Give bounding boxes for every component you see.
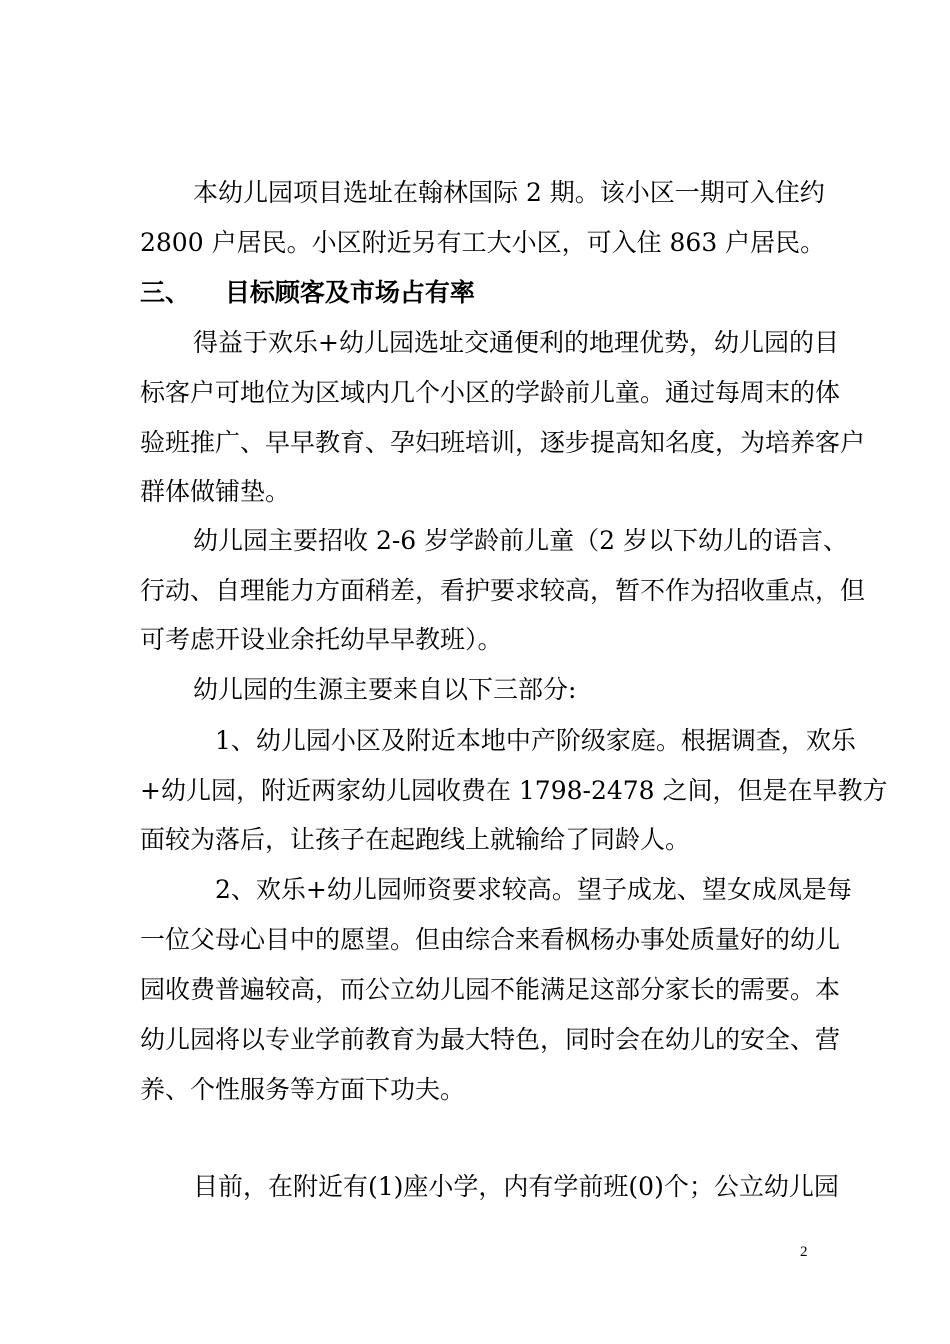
list-item-line: 2、欢乐+幼儿园师资要求较高。望子成龙、望女成凤是每 xyxy=(215,875,852,904)
paragraph-line: 面较为落后，让孩子在起跑线上就输给了同龄人。 xyxy=(140,825,691,854)
list-item-line: 1、幼儿园小区及附近本地中产阶级家庭。根据调查，欢乐 xyxy=(215,726,856,755)
section-heading: 三、 目标顾客及市场占有率 xyxy=(140,278,475,307)
paragraph-line: 验班推广、早早教育、孕妇班培训，逐步提高知名度，为培养客户 xyxy=(140,428,866,457)
paragraph-line: 幼儿园将以专业学前教育为最大特色，同时会在幼儿的安全、营 xyxy=(140,1025,841,1054)
paragraph-line: 2800 户居民。小区附近另有工大小区，可入住 863 户居民。 xyxy=(140,228,826,257)
paragraph-line: 目前，在附近有(1)座小学，内有学前班(0)个；公立幼儿园 xyxy=(193,1172,839,1201)
paragraph-line: 幼儿园的生源主要来自以下三部分: xyxy=(193,675,577,704)
paragraph-line: 行动、自理能力方面稍差，看护要求较高，暂不作为招收重点，但 xyxy=(140,576,866,605)
paragraph-line: 群体做铺垫。 xyxy=(140,477,291,506)
paragraph-line: 养、个性服务等方面下功夫。 xyxy=(140,1075,466,1104)
paragraph-line: 园收费普遍较高，而公立幼儿园不能满足这部分家长的需要。本 xyxy=(140,975,841,1004)
paragraph-line: 一位父母心目中的愿望。但由综合来看枫杨办事处质量好的幼儿 xyxy=(140,925,841,954)
paragraph-line: 本幼儿园项目选址在翰林国际 2 期。该小区一期可入住约 xyxy=(193,178,825,207)
paragraph-line: +幼儿园，附近两家幼儿园收费在 1798-2478 之间，但是在早教方 xyxy=(140,776,888,805)
paragraph-line: 幼儿园主要招收 2-6 岁学龄前儿童（2 岁以下幼儿的语言、 xyxy=(193,526,849,555)
paragraph-line: 标客户可地位为区域内几个小区的学龄前儿童。通过每周末的体 xyxy=(140,378,841,407)
page-number: 2 xyxy=(800,1244,808,1260)
paragraph-line: 得益于欢乐+幼儿园选址交通便利的地理优势，幼儿园的目 xyxy=(193,328,839,357)
paragraph-line: 可考虑开设业余托幼早早教班）。 xyxy=(140,625,503,654)
